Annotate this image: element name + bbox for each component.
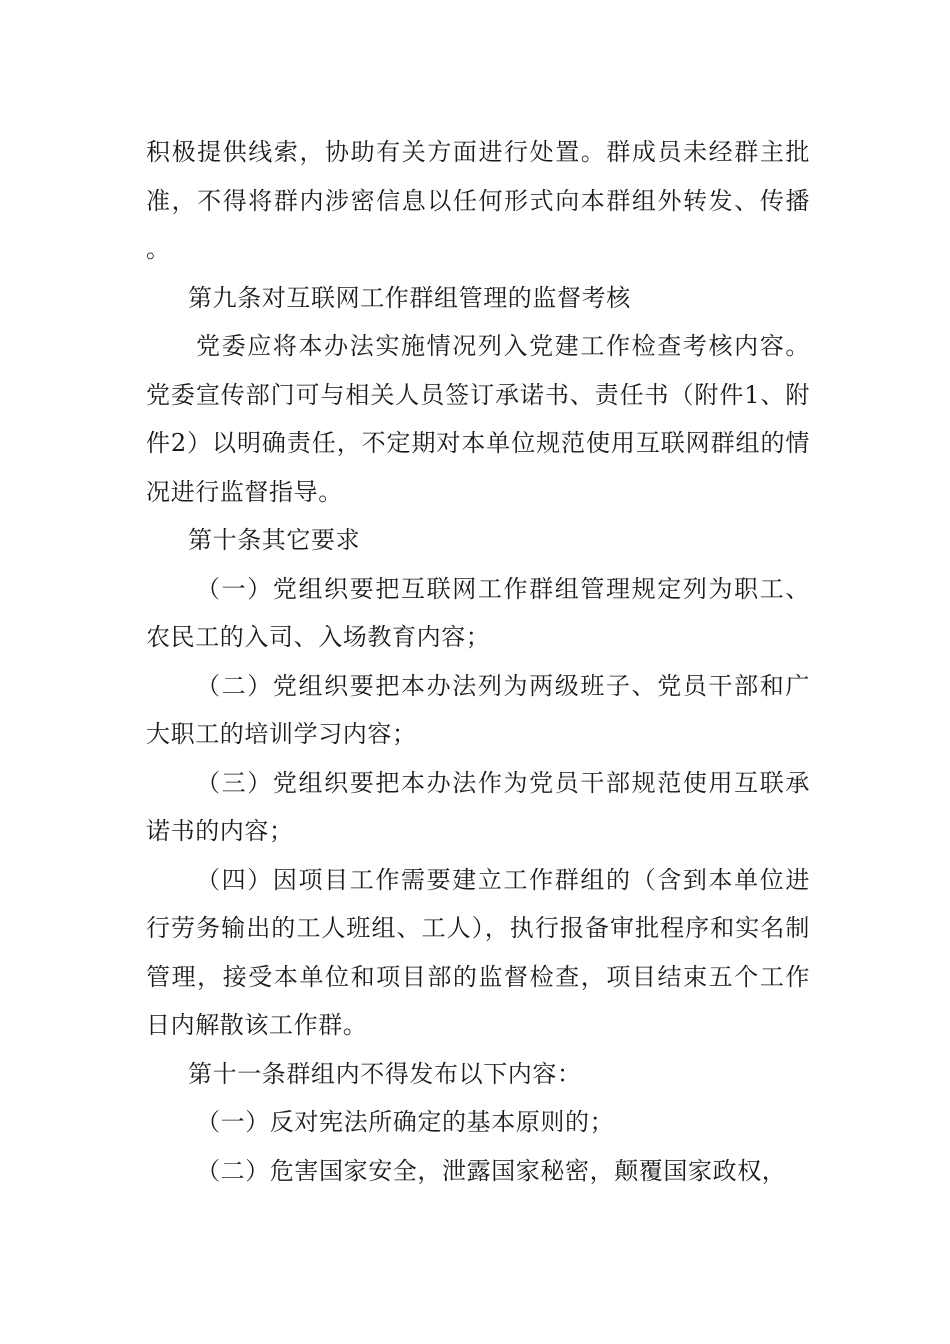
article-10-item-3: （三）党组织要把本办法作为党员干部规范使用互联承诺书的内容； xyxy=(146,768,810,845)
article-11-item-2: （二）危害国家安全，泄露国家秘密，颠覆国家政权， xyxy=(196,1156,787,1185)
article-11-heading: 第十一条群组内不得发布以下内容： xyxy=(188,1059,582,1088)
article-11-item-1: （一）反对宪法所确定的基本原则的； xyxy=(196,1108,615,1136)
article-9-heading: 第九条对互联网工作群组管理的监督考核 xyxy=(188,283,631,312)
document-body xyxy=(146,128,810,1195)
paragraph-continuation: 积极提供线索，协助有关方面进行处置。群成员未经群主批准，不得将群内涉密信息以任何形式向本群组外转发、传播。 xyxy=(146,138,810,263)
article-10-item-4: （四）因项目工作需要建立工作群组的（含到本单位进行劳务输出的工人班组、工人），执行报备审批程序和实名制管理，接受本单位和项目部的监督检查，项目结束五个工作日内解散该工作群。 xyxy=(146,865,810,1039)
article-10-heading: 第十条其它要求 xyxy=(188,526,361,554)
article-10-item-1: （一）党组织要把互联网工作群组管理规定列为职工、农民工的入司、入场教育内容； xyxy=(146,574,810,651)
article-10-item-2: （二）党组织要把本办法列为两级班子、党员干部和广大职工的培训学习内容； xyxy=(146,671,810,748)
article-9-body: 党委应将本办法实施情况列入党建工作检查考核内容。党委宣传部门可与相关人员签订承诺书、责任书（附件1、附件2）以明确责任，不定期对本单位规范使用互联网群组的情况进行监督指导。 xyxy=(146,332,810,506)
